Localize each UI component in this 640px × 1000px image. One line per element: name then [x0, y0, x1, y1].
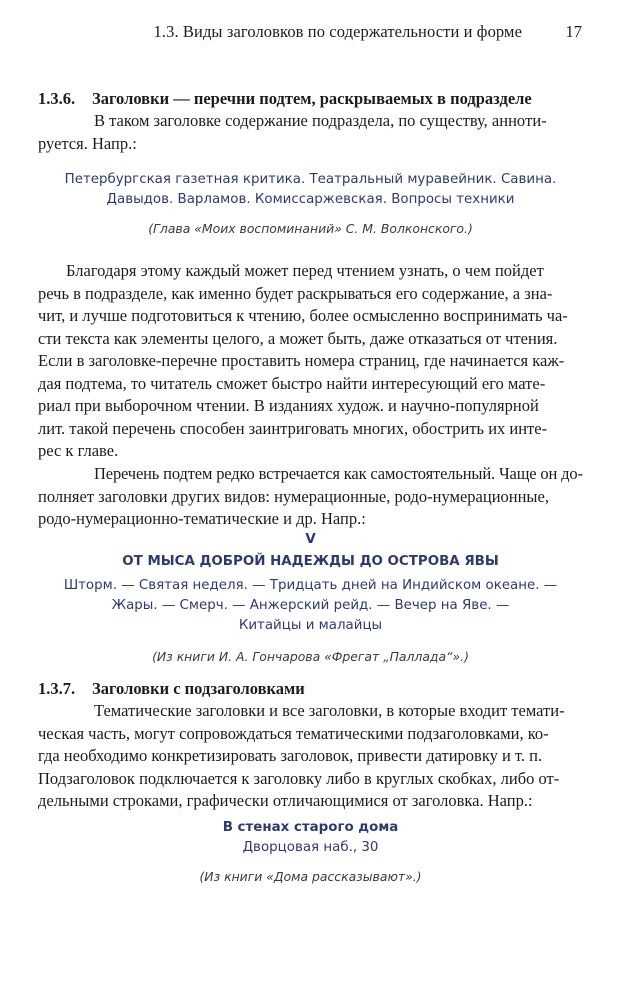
example-chapter-title: ОТ МЫСА ДОБРОЙ НАДЕЖДЫ ДО ОСТРОВА ЯВЫ — [122, 554, 499, 569]
section-1-body-p1 — [38, 260, 583, 463]
example-subtitle: Дворцовая наб., 30 — [242, 840, 379, 855]
text-line: Если в заголовке-перечне проставить номера страниц, где начинается каж- — [38, 351, 565, 370]
example-line: Шторм. — Святая неделя. — Тридцать дней на Индийском океане. — — [63, 578, 558, 593]
text-line: Благодаря этому каждый может перед чтением узнать, о чем пойдет — [66, 261, 544, 280]
example-title: В стенах старого дома — [222, 820, 399, 835]
text-line: Тематические заголовки и все заголовки, в которые входит темати- — [94, 701, 565, 720]
running-title: 1.3. Виды заголовков по содержательности и форме — [153, 22, 522, 41]
example-2 — [38, 530, 583, 666]
text-line: рес к главе. — [38, 441, 119, 460]
example-line: Давыдов. Варламов. Комиссаржевская. Вопросы техники — [106, 192, 515, 207]
example-1 — [38, 170, 583, 238]
text-line: гда необходимо конкретизировать заголовок, привести датировку и т. п. — [38, 746, 543, 765]
running-header — [0, 18, 640, 48]
section-1-3-7-heading — [38, 678, 583, 700]
section-number: 1.3.6. — [38, 89, 76, 108]
text-line: чит, и лучше подготовиться к чтению, более осмысленно воспринимать ча- — [38, 306, 568, 325]
text-line: лит. такой перечень способен заинтриговать многих, обострить их инте- — [38, 418, 548, 438]
text-line: речь в подразделе, как именно будет раскрываться его содержание, а зна- — [38, 283, 553, 303]
section-number: 1.3.7. — [38, 679, 76, 698]
text-line: В таком заголовке содержание подраздела, по существу, аннoти- — [94, 111, 547, 130]
text-line: полняет заголовки других видов: нумерационные, родо-нумерационные, — [38, 486, 549, 506]
page-number: 17 — [565, 22, 582, 41]
section-1-3-6-heading — [38, 88, 583, 110]
text-line: родо-нумерационно-тематические и др. Напр.: — [38, 509, 366, 528]
example-caption: (Глава «Моих воспоминаний» С. М. Волконского.) — [148, 221, 473, 236]
example-line: Жары. — Смерч. — Анжерский рейд. — Вечер на Яве. — — [111, 598, 510, 613]
text-line: дельными строками, графически отличающимися от заголовка. Напр.: — [38, 791, 533, 810]
section-title: Заголовки с подзаголовками — [92, 679, 305, 698]
text-line: риал при выборочном чтении. В изданиях худож. и научно-популярной — [38, 396, 539, 415]
section-1-body-p2 — [38, 463, 583, 531]
section-1-intro — [38, 110, 583, 155]
text-line: сти текста как элементы целого, а может быть, даже отказаться от чтения. — [38, 328, 558, 348]
section-title: Заголовки — перечни подтем, раскрываемых в подразделе — [92, 89, 532, 108]
example-caption: (Из книги И. А. Гончарова «Фрегат „Паллада“».) — [152, 649, 469, 664]
example-numeral: V — [305, 532, 316, 547]
text-line: Подзаголовок подключается к заголовку либо в круглых скобках, либо от- — [38, 768, 560, 788]
example-line: Петербургская газетная критика. Театральный муравейник. Савина. — [64, 172, 557, 187]
section-2-body — [38, 700, 583, 813]
example-caption: (Из книги «Дома рассказывают».) — [199, 869, 422, 884]
text-line: руется. Напр.: — [38, 133, 137, 153]
text-line: Перечень подтем редко встречается как самостоятельный. Чаще он до- — [94, 464, 583, 483]
example-line: Китайцы и малайцы — [238, 618, 383, 633]
text-line: дая подтема, то читатель сможет быстро найти интересующий его мате- — [38, 373, 546, 393]
text-line: ческая часть, могут сопровождаться тематическими подзаголовками, ко- — [38, 723, 549, 743]
example-3 — [38, 818, 583, 886]
